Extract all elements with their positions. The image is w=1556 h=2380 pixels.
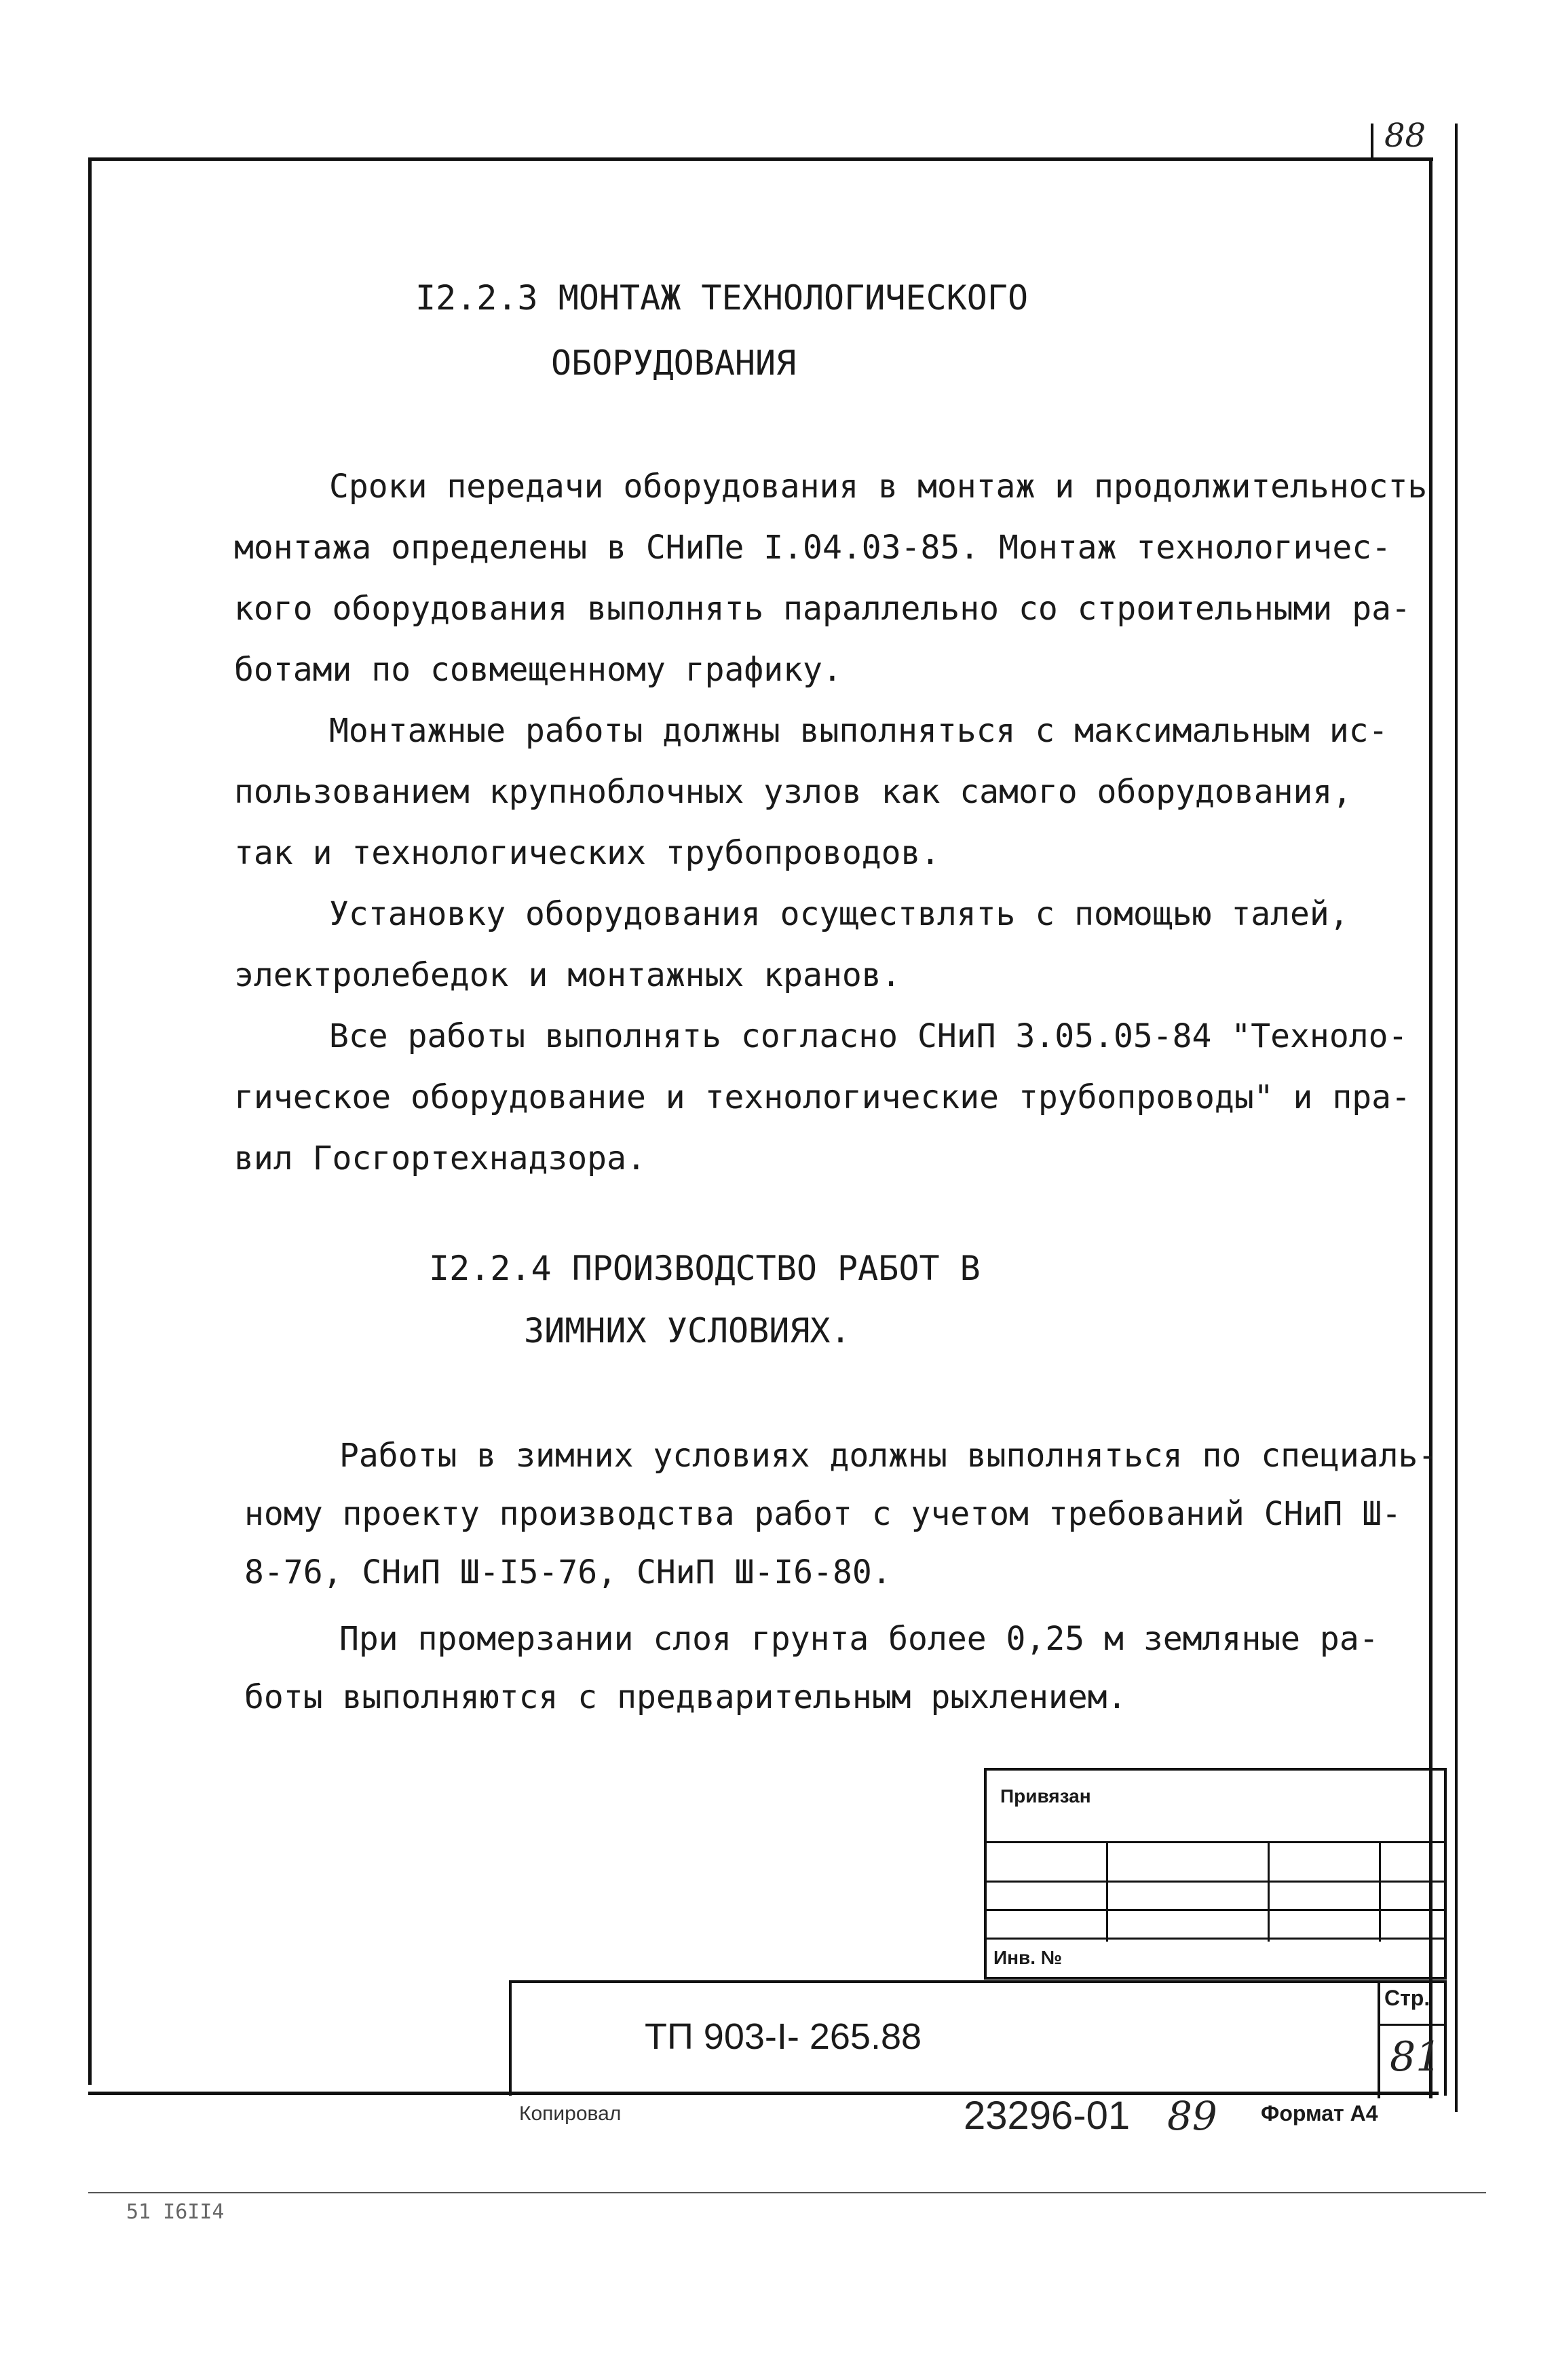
inv-no-label: Инв. № xyxy=(993,1947,1063,1968)
text-line: монтажа определены в СНиПе I.04.03-85. Монтаж технологичес- xyxy=(234,529,1392,567)
section-heading-2b: ЗИМНИХ УСЛОВИЯХ. xyxy=(524,1311,851,1350)
bottom-code: 51 I6II4 xyxy=(126,2200,225,2224)
privyazan-block xyxy=(984,1768,1447,1980)
kopiroval-label: Копировал xyxy=(519,2102,622,2125)
section-heading-1b: ОБОРУДОВАНИЯ xyxy=(551,343,797,383)
cut-line xyxy=(88,2192,1486,2193)
text-line: так и технологических трубопроводов. xyxy=(234,834,941,872)
text-line: пользованием крупноблочных узлов как самого оборудования, xyxy=(234,773,1352,811)
text-line: Все работы выполнять согласно СНиП 3.05.05-84 "Техноло- xyxy=(329,1017,1408,1055)
page-str-label: Стр. xyxy=(1384,1986,1430,2010)
top-page-number: 88 xyxy=(1384,117,1426,155)
format-label: Формат А4 xyxy=(1261,2101,1378,2126)
text-line: гическое оборудование и технологические трубопроводы" и пра- xyxy=(234,1078,1411,1116)
privyazan-label: Привязан xyxy=(1000,1786,1091,1807)
text-line: кого оборудования выполнять параллельно со строительными ра- xyxy=(234,590,1411,628)
text-line: ботами по совмещенному графику. xyxy=(234,651,842,689)
text-line: ному проекту производства работ с учетом требований СНиП Ш- xyxy=(244,1495,1402,1533)
page-str-value: 81 xyxy=(1390,2033,1442,2081)
text-line: вил Госгортехнадзора. xyxy=(234,1139,646,1177)
order-suffix: 89 xyxy=(1167,2093,1217,2139)
doc-code: ТП 903-I- 265.88 xyxy=(645,2016,922,2057)
text-line: Установку оборудования осуществлять с помощью талей, xyxy=(329,895,1349,933)
text-line: электролебедок и монтажных кранов. xyxy=(234,956,901,994)
top-number-divider xyxy=(1371,124,1373,159)
text-line: Сроки передачи оборудования в монтаж и продолжительность xyxy=(329,468,1428,506)
frame-left xyxy=(88,157,92,2085)
text-line: Работы в зимних условиях должны выполняться по специаль- xyxy=(339,1437,1438,1475)
text-line: При промерзании слоя грунта более 0,25 м земляные ра- xyxy=(339,1620,1379,1658)
section-heading-1a: I2.2.3 МОНТАЖ ТЕХНОЛОГИЧЕСКОГО xyxy=(415,278,1029,318)
frame-top xyxy=(88,157,1433,161)
text-line: 8-76, СНиП Ш-I5-76, СНиП Ш-I6-80. xyxy=(244,1553,892,1591)
order-number: 23296-01 xyxy=(964,2094,1131,2138)
section-heading-2a: I2.2.4 ПРОИЗВОДСТВО РАБОТ В xyxy=(429,1249,981,1288)
text-line: Монтажные работы должны выполняться с максимальным ис- xyxy=(329,712,1388,750)
text-line: боты выполняются с предварительным рыхлением. xyxy=(244,1678,1127,1716)
frame-right-outer xyxy=(1455,124,1458,2112)
